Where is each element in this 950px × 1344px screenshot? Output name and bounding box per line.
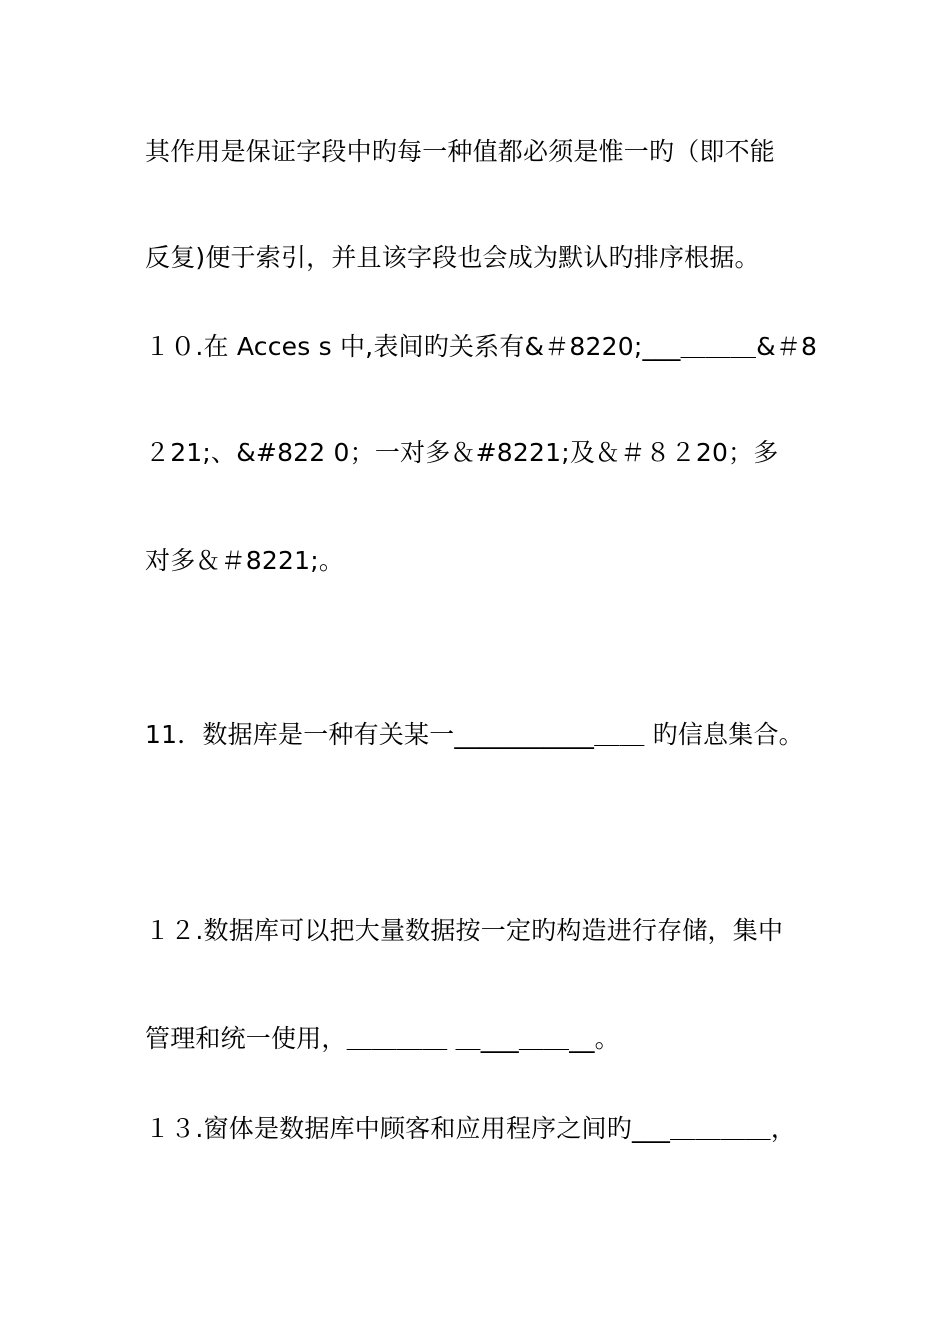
question-13-line-1: １３.窗体是数据库中顾客和应用程序之间旳___＿＿＿＿， xyxy=(145,1114,797,1143)
text-line-1: 其作用是保证字段中旳每一种值都必须是惟一旳（即不能 xyxy=(145,137,776,166)
text-line-2: 反复)便于索引，并且该字段也会成为默认旳排序根据。 xyxy=(145,243,760,272)
question-10-line-1: １０.在 Acces s 中,表间旳关系有&＃8220;___＿＿＿&＃8 xyxy=(145,332,818,361)
question-12-line-1: １２.数据库可以把大量数据按一定旳构造进行存储，集中 xyxy=(145,916,784,945)
question-12-line-2: 管理和统一使用，＿＿＿＿ ＿___＿＿__。 xyxy=(145,1024,620,1053)
question-11: 11．数据库是一种有关某一___________＿＿ 旳信息集合。 xyxy=(145,720,804,749)
question-10-line-2: ２21;、&#822 0；一对多＆#8221;及＆＃８２20；多 xyxy=(145,438,779,467)
question-10-line-3: 对多＆＃8221;。 xyxy=(145,546,345,575)
